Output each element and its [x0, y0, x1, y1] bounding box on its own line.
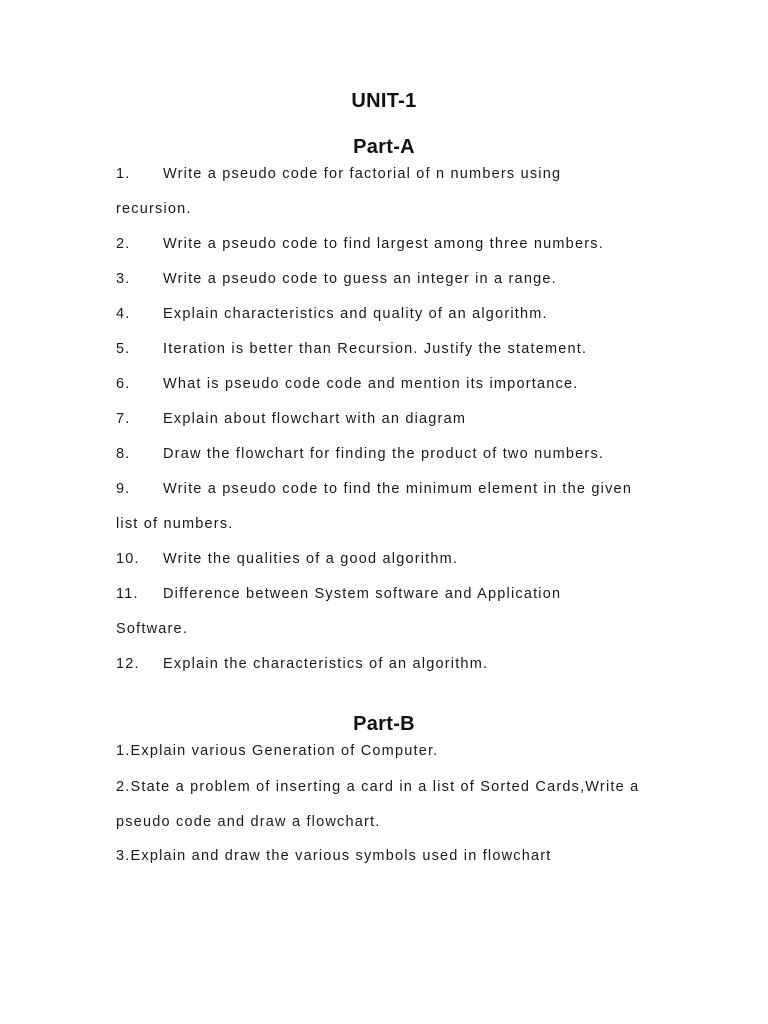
part-b-question-2	[116, 779, 639, 795]
part-a-question-10	[116, 551, 458, 567]
part-b-question-2-continuation	[116, 814, 381, 830]
question-number: 10.	[116, 551, 140, 567]
question-text: Explain about flowchart with an diagram	[163, 411, 467, 427]
question-text: Software.	[116, 621, 189, 637]
question-text: Explain characteristics and quality of an algorithm.	[163, 306, 548, 322]
question-text: pseudo code and draw a flowchart.	[116, 814, 381, 830]
question-text: Write the qualities of a good algorithm.	[163, 551, 459, 567]
question-text: Write a pseudo code for factorial of n numbers using	[163, 166, 562, 182]
part-b-question-1	[116, 743, 438, 759]
part-a-question-12	[116, 656, 488, 672]
question-text: Difference between System software and Application	[163, 586, 562, 602]
question-text: What is pseudo code code and mention its importance.	[163, 376, 579, 392]
part-a-question-6	[116, 376, 578, 392]
question-number: 8.	[116, 446, 131, 462]
question-text: Write a pseudo code to guess an integer in a range.	[163, 271, 557, 287]
part-a-question-11	[116, 586, 561, 602]
question-text: 3.Explain and draw the various symbols used in flowchart	[116, 848, 552, 864]
question-number: 12.	[116, 656, 140, 672]
question-text: Write a pseudo code to find the minimum element in the given	[163, 481, 633, 497]
part-a-question-3	[116, 271, 557, 287]
part-a-question-8	[116, 446, 604, 462]
question-text: 2.State a problem of inserting a card in a list of Sorted Cards,Write a	[116, 779, 640, 795]
question-text: 1.Explain various Generation of Computer.	[116, 743, 439, 759]
part-a-question-7	[116, 411, 466, 427]
question-number: 11.	[116, 586, 139, 602]
unit-title: UNIT-1	[351, 90, 417, 112]
part-a-question-4	[116, 306, 548, 322]
part-a-question-9	[116, 481, 632, 497]
question-number: 1.	[116, 166, 131, 182]
question-number: 3.	[116, 271, 131, 287]
part-a-question-1-continuation	[116, 201, 192, 217]
question-number: 5.	[116, 341, 131, 357]
question-text: Explain the characteristics of an algorithm.	[163, 656, 489, 672]
part-a-question-9-continuation	[116, 516, 234, 532]
question-number: 9.	[116, 481, 131, 497]
question-number: 6.	[116, 376, 131, 392]
question-text: recursion.	[116, 201, 192, 217]
part-b-question-3	[116, 848, 552, 864]
part-a-question-2	[116, 236, 604, 252]
part-a-question-5	[116, 341, 587, 357]
question-number: 7.	[116, 411, 131, 427]
question-number: 4.	[116, 306, 131, 322]
part-a-question-1	[116, 166, 561, 182]
question-text: Iteration is better than Recursion. Justify the statement.	[163, 341, 588, 357]
part-a-question-11-continuation	[116, 621, 188, 637]
question-text: Draw the flowchart for finding the product of two numbers.	[163, 446, 605, 462]
question-text: Write a pseudo code to find largest among three numbers.	[163, 236, 604, 252]
part-a-title: Part-A	[353, 136, 415, 158]
part-b-title: Part-B	[353, 713, 415, 735]
question-number: 2.	[116, 236, 131, 252]
question-text: list of numbers.	[116, 516, 234, 532]
